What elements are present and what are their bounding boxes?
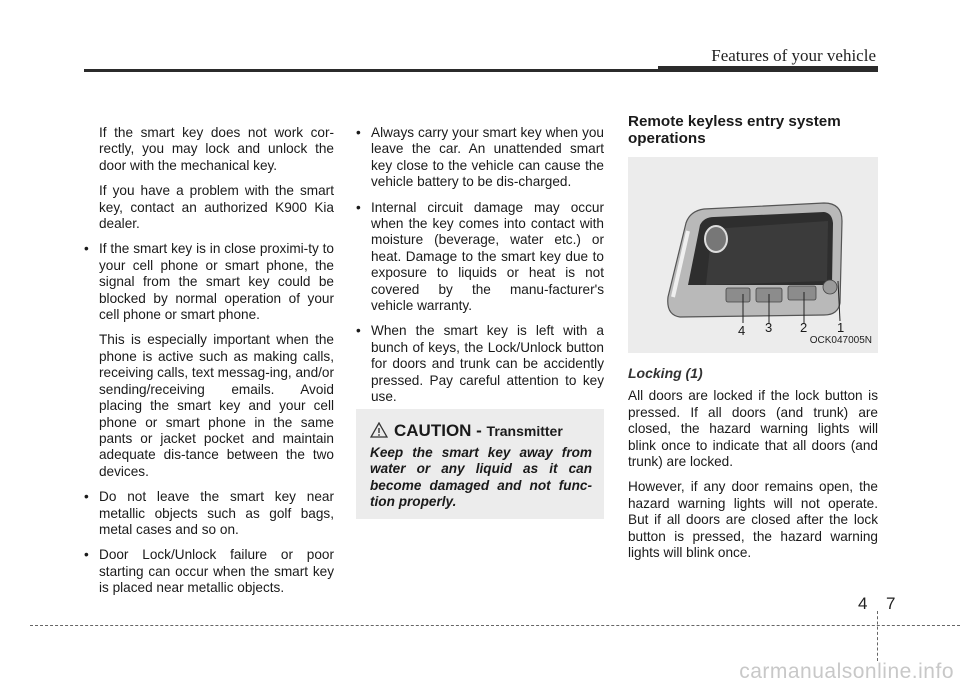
bullet-icon: • [356,125,361,140]
paragraph: If you have a problem with the smart key, contact an authorized K900 Kia dealer. [99,183,334,232]
chapter-number: 4 [858,594,868,613]
bullet-icon: • [84,241,89,257]
section-title: Remote keyless entry system operations [628,113,841,147]
footer-rule [30,625,960,626]
bullet-item [356,200,604,315]
bullet-item [84,547,334,596]
watermark: carmanualsonline.info [739,660,954,683]
caution-subject: Transmitter [486,423,563,439]
callout-1: 1 [837,320,845,335]
bullet-subparagraph: This is especially important when the phone is active such as making calls, receiving calls, text messag-ing, and/or sending/receiving emails. Avoid placing the smart key and your cell phone or smart phone in the same pants or jacket pocket and maintain adequate dis-tance between the two devices. [99,332,334,479]
caution-box [356,409,604,519]
column-3 [628,113,878,570]
subsection-heading: Locking (1) [628,365,703,381]
smart-key-figure [628,157,878,353]
callout-2: 2 [800,320,808,335]
bullet-text: Door Lock/Unlock failure or poor starting can occur when the smart key is placed near metallic objects. [99,547,334,596]
bullet-item [84,489,334,538]
bullet-icon: • [84,489,89,505]
bullet-text: Do not leave the smart key near metallic objects such as golf bags, metal cases and so on. [99,489,334,537]
bullet-text: When the smart key is left with a bunch of keys, the Lock/Unlock button for doors and trunk can be accidently pressed. Pay careful attention to key use. [371,323,604,405]
bullet-icon: • [356,199,361,215]
column-2 [356,125,604,415]
caution-text: Keep the smart key away from water or any liquid as it can become damaged and not func-tion properly. [370,445,592,510]
header-rule-accent [658,66,878,72]
paragraph: All doors are locked if the lock button is pressed. If all doors (and trunk) are closed, the hazard warning lights will blink once to indicate that all doors (and trunk) are locked. [628,388,878,470]
paragraph: If the smart key does not work cor-rectly, you may lock and unlock the door with the mechanical key. [99,125,334,173]
callout-3: 3 [765,320,773,335]
figure-code: OCK047005N [809,334,872,346]
paragraph: However, if any door remains open, the hazard warning lights will not operate. But if all doors are closed after the lock button is pressed, the hazard warning lights will blink once. [628,479,878,561]
caution-label: CAUTION - [394,421,487,440]
bullet-item [356,125,604,191]
bullet-text: Always carry your smart key when you leave the car. An unattended smart key close to the vehicle can cause the vehicle battery to be dis-charged. [371,125,604,190]
running-header: Features of your vehicle [711,46,876,65]
caution-heading [370,421,563,441]
bullet-icon: • [356,323,361,339]
page-number-separator [877,611,878,661]
bullet-item [356,323,604,405]
bullet-text: If the smart key is in close proximi-ty to your cell phone or smart phone, the signal from the smart key could be blocked by normal operation of your cell phone or smart phone. [99,241,334,323]
bullet-icon: • [84,547,89,563]
callout-4: 4 [738,323,746,338]
bullet-item [84,241,334,480]
page-number: 7 [886,594,896,613]
column-1 [84,125,334,606]
bullet-text: Internal circuit damage may occur when the key comes into contact with moisture (beverage, water etc.) or heat. Damage to the smart key due to exposure to liquids or heat is not covered by the manu-facturer's vehicle warranty. [371,199,604,314]
warning-triangle-icon [370,422,388,438]
